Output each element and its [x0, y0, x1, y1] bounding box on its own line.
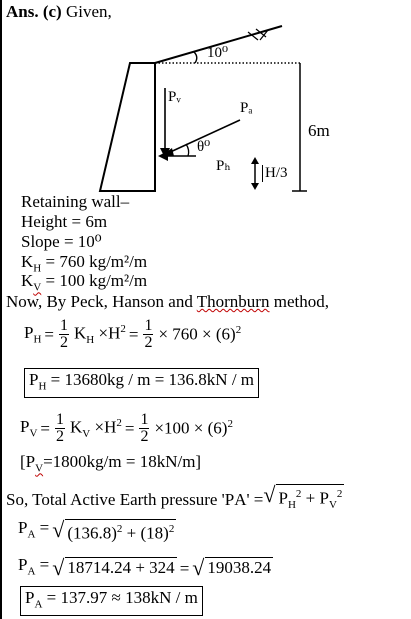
pa-label: Pₐ — [240, 100, 253, 116]
method-prefix: Now, By Peck, Hanson and — [6, 292, 197, 311]
total-text-2: ' = — [246, 490, 264, 510]
slope-angle-arc — [194, 52, 197, 63]
method-line — [6, 292, 329, 311]
pv-rhs: $\times 100 \times (6)^2$ — [154, 418, 233, 438]
h3-label: H/3 — [262, 165, 288, 182]
ph-result: = 13680kg / m = 136.8kN / m — [50, 370, 255, 389]
given-height: Height = 6m — [21, 212, 108, 231]
pv-result-value: =1800kg/m = 18kN/m] — [43, 452, 202, 471]
answer-label: Ans. (c) — [6, 2, 62, 21]
retaining-wall — [100, 63, 155, 191]
pa-eq1-rad: (136.8) — [67, 524, 117, 544]
pv-label: Pᵥ — [168, 89, 181, 105]
ph-result-box: $P_H = 13680kg / m = 136.8kN / m$ — [24, 368, 259, 398]
slope-angle-label: 10⁰ — [207, 45, 229, 61]
total-pressure-line: So, Total Active Earth pressure 'P A ' = √ $P_H^2 + P_V^2$ — [6, 484, 344, 515]
given-kh-value: = 760 kg/m²/m — [45, 252, 148, 271]
pa-equation-2: $P_A$ = √ 18714.24 + 324 = √ 19038.24 — [18, 555, 272, 581]
total-sqrt: √ $P_H^2 + P_V^2$ — [263, 484, 344, 515]
given-title: Retaining wall– — [21, 192, 130, 211]
h3-marker-up — [251, 157, 259, 164]
theta-label: θ⁰ — [197, 139, 211, 155]
pa-eq2-rad1: 18714.24 + 324 — [67, 558, 175, 578]
given-slope: Slope = 10⁰ — [21, 232, 102, 251]
theta-arc — [186, 144, 189, 156]
pa-final-value: = 137.97 ≈ 138kN / m — [46, 588, 198, 607]
given-kv: $K_V = 100$ kg/m²/m — [21, 271, 148, 294]
total-text: So, Total Active Earth pressure 'P — [6, 490, 235, 510]
pv-result: $[P_V=1800kg/m = 18kN/m]$ — [20, 452, 202, 475]
given-kv-value: = 100 kg/m²/m — [45, 271, 148, 290]
given-kh: $K_H = 760$ kg/m²/m — [21, 252, 148, 275]
h3-marker-down — [251, 183, 259, 190]
method-suffix: method, — [269, 292, 329, 311]
ph-rhs: × $760 \times (6)^2$ — [158, 324, 242, 344]
pa-final-box: $P_A = 137.97 \approx 138kN / m$ — [20, 586, 203, 616]
height-label: 6m — [308, 121, 330, 140]
pa-equation-1: $P_A$ = √ $(136.8)^2 + (18)^2$ — [18, 517, 175, 544]
retaining-wall-diagram — [0, 0, 411, 200]
method-name: Thornburn — [196, 292, 270, 311]
pv-equation: $P_V$ = $\frac{1}{2}$ $K_V \times H^2$ = $\frac{1}{2}$ $\times 100 \times (6)^2$ — [20, 411, 233, 445]
ph-label: Pₕ — [216, 158, 231, 174]
ph-equation: $P_H$ = $\frac{1}{2}$ $K_H \times H^2$ = $\frac{1}{2}$ × $760 \times (6)^2$ — [24, 317, 242, 351]
given-label: Given, — [65, 2, 112, 21]
pa-eq2-rad2: 19038.24 — [207, 558, 272, 578]
